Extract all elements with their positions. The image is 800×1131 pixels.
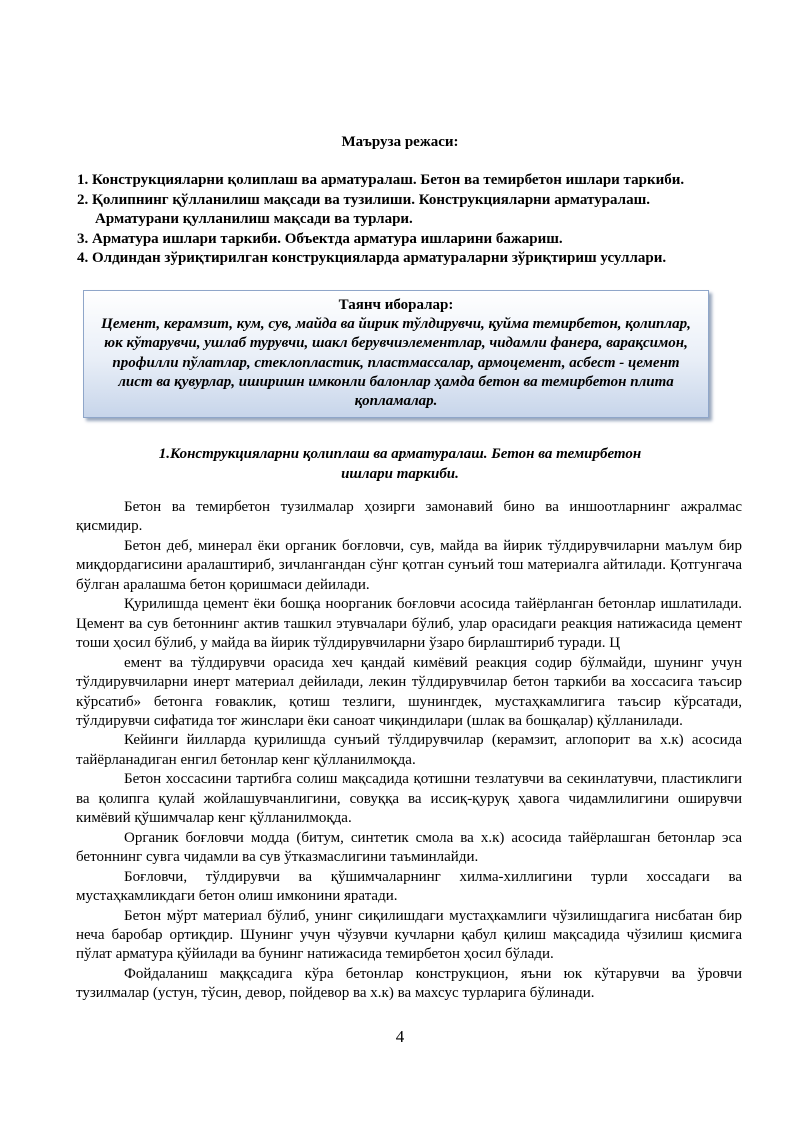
plan-item-4 [77, 249, 767, 269]
plan-item-3 [77, 230, 767, 250]
plan-item-text: 1. Конструкцияларни қолиплаш ва арматуралаш. Бетон ва темирбетон ишлари таркиби. [77, 172, 685, 188]
paragraph: Бетон мўрт материал бўлиб, унинг сиқилишдаги мустаҳкамлиги чўзилишдагига нисбатан бир неча баробар ортиқдир. Шунинг учун чўзувчи кучларни қабул қилиш мақсадида чўзилиш қисмига пўлат арматура қўйилади ва бунинг натижасида темирбетон ҳосил бўлади. [76, 907, 742, 963]
paragraph: Бетон хоссасини тартибга солиш мақсадида қотишни тезлатувчи ва секинлатувчи, пластиклиги ва қолипга қулай жойлашувчанлигини, совуққа ва иссиқ-қуруқ ҳавога чидамлилигини оширувчи кимёвий қўшимчалар кенг қўлланилмоқда. [76, 771, 742, 827]
key-terms-title: Таянч иборалар: [338, 297, 454, 313]
paragraph: Бетон ва темирбетон тузилмалар ҳозирги замонавий бино ва иншоотларнинг ажралмас қисмидир. [76, 499, 742, 535]
plan-item-continuation: Арматурани қулланилиш мақсади ва турлари. [95, 211, 413, 227]
lecture-plan-title: Маъруза режаси: [341, 134, 459, 150]
body-text [76, 498, 742, 1004]
key-terms-text: Цемент, керамзит, кум, сув, майда ва йирик тўлдирувчи, қуйма темирбетон, қолиплар, юк кўтарувчи, ушлаб турувчи, шакл берувчиэлементлар, чидамли фанера, варақсимон, профилли пўлатлар, стеклопластик, пластмассалар, армоцемент, асбест - цемент лист ва қувурлар, иширишн имконли балонлар ҳамда бетон ва темирбетон плита қопламалар. [101, 316, 691, 410]
plan-item-1 [77, 171, 767, 191]
paragraph: емент ва тўлдирувчи орасида хеч қандай кимёвий реакция содир бўлмайди, шунинг учун тўлдирувчиларни инерт материал дейилади, лекин тўлдирувчилар бетон таркиби ва хоссасига таъсир кўрсатиб» бетонга ғоваклик, қотиш тезлиги, шунингдек, мустаҳкамлигига таъсир кўрсатади, тўлдирувчи сифатида тоғ жинслари ёки саноат чиқиндилари (шлак ва бошқалар) қўлланилади. [76, 654, 742, 729]
plan-item-text: 2. Қолипнинг қўлланилиш мақсади ва тузилиши. Конструкцияларни арматуралаш. [77, 191, 651, 208]
paragraph: Боғловчи, тўлдирувчи ва қўшимчаларнинг хилма-хиллигини турли хоссадаги ва мустаҳкамликдаги бетон олиш имконини яратади. [76, 868, 742, 905]
plan-item-text: 4. Олдиндан зўриқтирилган конструкцияларда арматураларни зўриқтириш усуллари. [77, 250, 667, 266]
section-heading-line-2: ишлари таркиби. [341, 466, 459, 482]
section-heading-line-1: 1.Конструкцияларни қолиплаш ва арматуралаш. Бетон ва темирбетон [158, 446, 642, 462]
lecture-plan-list [77, 171, 767, 269]
paragraph: Органик боғловчи модда (битум, синтетик смола ва х.к) асосида тайёрлашган бетонлар эса бетоннинг сувга чидамли ва сув ўтказмаслигини таъминлайди. [76, 829, 742, 866]
paragraph: Бетон деб, минерал ёки органик боғловчи, сув, майда ва йирик тўлдирувчиларни маълум бир миқдордагисини аралаштириб, зичлангандан сўнг қотган сунъий тош материалга айтилади. Қотгунгача бўлган аралашма бетон қоришмаси дейилади. [76, 537, 742, 593]
paragraph: Фойдаланиш маққсадига кўра бетонлар конструкцион, яъни юк кўтарувчи ва ўровчи тузилмалар (устун, тўсин, девор, пойдевор ва х.к) ва махсус турларига бўлинади. [76, 965, 742, 1002]
section-heading [120, 444, 680, 484]
key-terms-box [83, 290, 709, 418]
paragraph: Қурилишда цемент ёки бошқа ноорганик боғловчи асосида тайёрланган бетонлар ишлатилади. Цемент ва сув бетоннинг актив ташкил этувчалари бўлиб, улар орасидаги реакция натижасида цемент тоши ҳосил бўлиб, у майда ва йирик тўлдирувчиларни ўзаро бирлаштириб туради. Ц [76, 596, 742, 652]
page-number: 4 [395, 1027, 405, 1046]
paragraph: Кейинги йилларда қурилишда сунъий тўлдирувчилар (керамзит, аглопорит ва х.к) асосида тайёрланадиган енгил бетонлар кенг қўлланилмоқда. [76, 732, 742, 768]
plan-item-text: 3. Арматура ишлари таркиби. Объектда арматура ишларини бажариш. [77, 230, 563, 247]
plan-item-2 [77, 191, 767, 230]
